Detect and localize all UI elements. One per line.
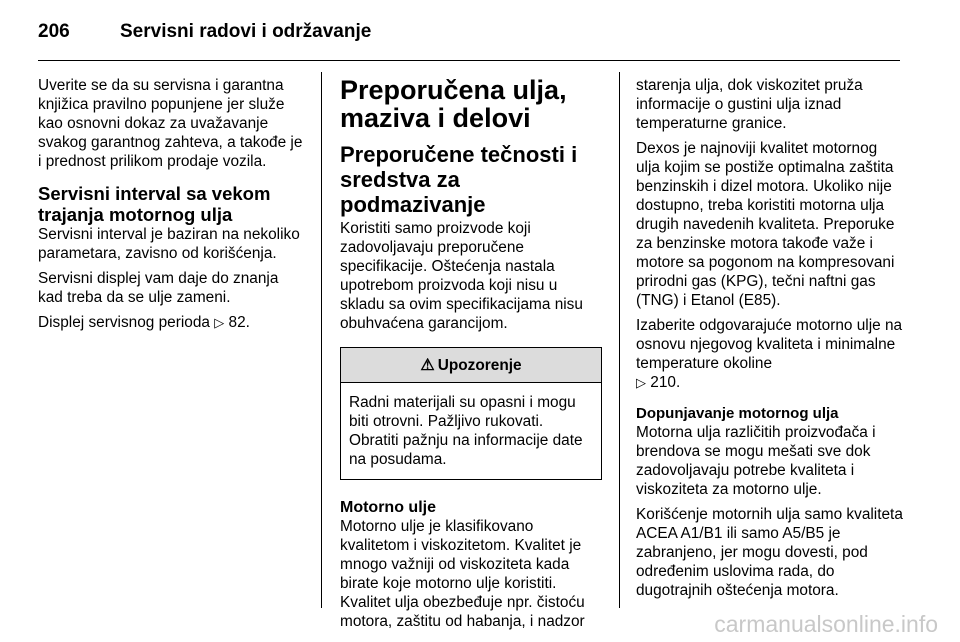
page-reference[interactable]: 82. [228,314,250,331]
chapter-title: Preporučena ulja, maziva i delovi [340,75,567,133]
warning-box [340,347,602,480]
paragraph-with-reference [636,316,904,392]
section-title: Preporučene tečnosti i sredstva za podmazivanje [340,142,578,217]
warning-text: Radni materijali su opasni i mogu biti otrovni. Pažljivo rukovati. Obratiti pažnju na informacije date na posudama. [349,394,583,468]
intro-paragraph: Uverite se da su servisna i garantna knjižica pravilno popunjene jer služe kao osnovni dokaz za uvažavanje svakog garantnog zahteva, a takođe je i prednost prilikom prodaje vozila. [38,77,303,170]
page-reference[interactable]: 210. [650,374,681,391]
paragraph: Korišćenje motornih ulja samo kvaliteta ACEA A1/B1 ili samo A5/B5 je zabranjeno, jer mogu dovesti, pod određenim uslovima rada, do dugotrajnih oštećenja motora. [636,506,903,599]
paragraph: Servisni interval je baziran na nekoliko parametara, zavisno od korišćenja. [38,226,300,262]
column-left [38,76,304,338]
warning-header [341,348,601,383]
warning-title: Upozorenje [437,356,522,374]
page-title: Servisni radovi i održavanje [120,21,372,42]
page-reference-icon: ▷ [636,375,646,390]
subsection-heading: Dopunjavanje motornog ulja [636,405,839,422]
column-right [636,76,904,606]
section-heading: Servisni interval sa vekom trajanja motornog ulja [38,183,271,225]
page-reference-icon: ▷ [214,315,225,330]
paragraph-with-reference [38,313,304,332]
subsection-heading: Motorno ulje [340,499,436,516]
paragraph: Motorno ulje je klasifikovano kvalitetom i viskozitetom. Kvalitet je mnogo važniji od viskoziteta kada birate koje motorno ulje koristiti. Kvalitet ulja obezbeđuje npr. čistoću motora, zaštitu od habanja, i nadzor [340,518,585,630]
paragraph: Koristiti samo proizvode koji zadovoljavaju preporučene specifikacije. Oštećenja nastala upotrebom proizvoda koji nisu u skladu sa ovim specifikacijama nisu obuhvaćena garancijom. [340,220,583,332]
paragraph: Motorna ulja različitih proizvođača i brendova se mogu mešati sve dok zadovoljavaju potrebe kvaliteta i viskoziteta za motorno ulje. [636,424,876,498]
paragraph: starenja ulja, dok viskozitet pruža informacije o gustini ulja iznad temperaturne granice. [636,77,863,132]
column-divider [619,72,620,608]
watermark: carmanualsonline.info [714,611,938,637]
warning-triangle-icon: ⚠ [420,356,435,374]
page-header [38,18,900,61]
paragraph: Servisni displej vam daje do znanja kad treba da se ulje zameni. [38,270,279,306]
paragraph: Dexos je najnoviji kvalitet motornog ulja kojim se postiže optimalna zaštita benzinskih i dizel motora. Ukoliko nije dostupno, treba koristiti motorna ulja drugih navedenih kvaliteta. Preporuke za benzinske motora takođe važe i motore sa pogonom na kompresovani prirodni gas (KPG), tečni naftni gas (TNG) i Etanol (E85). [636,140,895,309]
page-number: 206 [38,21,70,42]
paragraph-text: Displej servisnog perioda [38,314,210,331]
paragraph-text: Izaberite odgovarajuće motorno ulje na osnovu njegovog kvaliteta i minimalne temperature okoline [636,317,903,372]
column-divider [321,72,322,608]
column-middle [340,76,602,637]
